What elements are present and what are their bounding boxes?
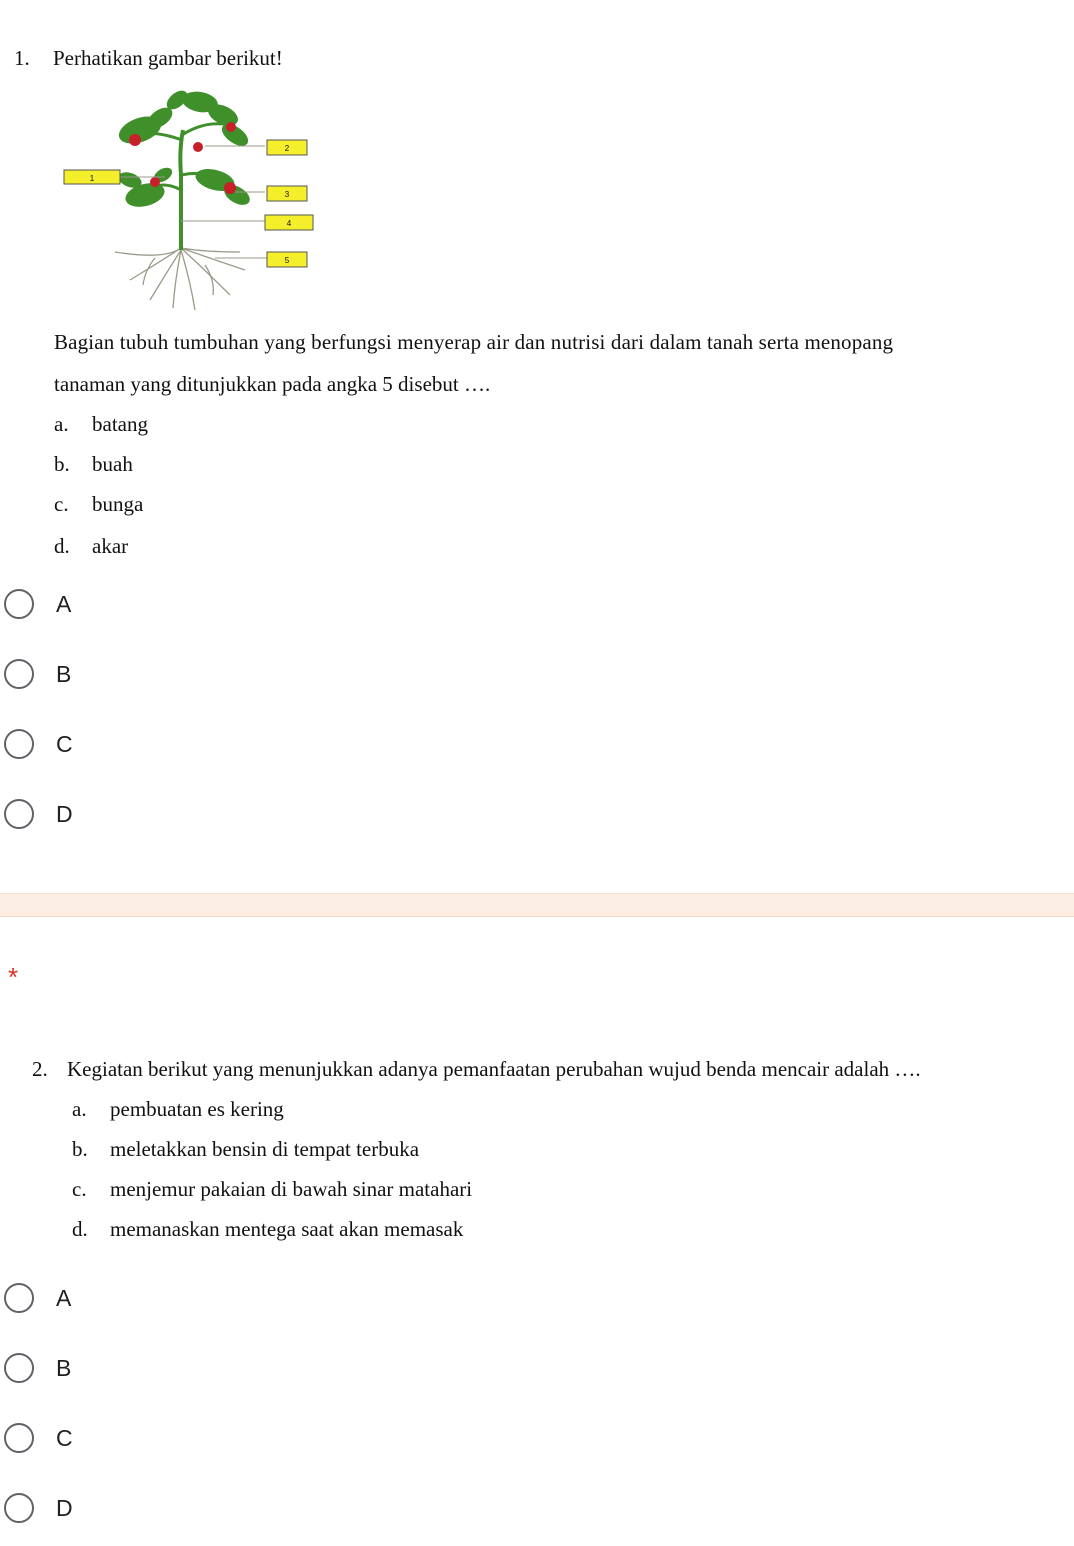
question-2-option-a <box>72 1097 284 1122</box>
diagram-label-4 <box>265 215 313 230</box>
question-1-choice-d[interactable] <box>4 796 73 832</box>
radio-button[interactable] <box>4 799 34 829</box>
choice-label: C <box>56 730 73 757</box>
question-1-option-b <box>54 452 133 477</box>
choice-label: A <box>56 1284 72 1311</box>
choice-label: B <box>56 1354 72 1381</box>
diagram-label-4-text: 4 <box>286 219 292 228</box>
option-letter: b. <box>72 1137 88 1161</box>
option-letter: d. <box>72 1217 88 1241</box>
option-text: batang <box>92 412 148 436</box>
question-2-option-b <box>72 1137 419 1162</box>
question-2-option-d <box>72 1217 463 1242</box>
choice-label: D <box>56 800 73 827</box>
radio-button[interactable] <box>4 659 34 689</box>
question-2-text: Kegiatan berikut yang menunjukkan adanya pemanfaatan perubahan wujud benda mencair adalah …. <box>67 1057 921 1081</box>
question-2-choice-b[interactable] <box>4 1350 71 1386</box>
option-text: bunga <box>92 492 144 516</box>
section-divider <box>0 893 1074 917</box>
option-text: akar <box>92 534 129 558</box>
question-1-prompt: Perhatikan gambar berikut! <box>53 46 283 70</box>
option-text: menjemur pakaian di bawah sinar matahari <box>110 1177 473 1201</box>
diagram-label-2 <box>267 140 307 155</box>
option-text: pembuatan es kering <box>110 1097 284 1121</box>
radio-button[interactable] <box>4 1493 34 1523</box>
question-1-text-line-2: tanaman yang ditunjukkan pada angka 5 disebut …. <box>54 372 491 396</box>
diagram-label-2-text: 2 <box>284 144 290 153</box>
diagram-label-1-text: 1 <box>89 174 95 183</box>
question-2-choice-c[interactable] <box>4 1420 73 1456</box>
question-2-number: 2. <box>32 1057 48 1081</box>
option-letter: a. <box>72 1097 87 1121</box>
option-letter: b. <box>54 452 70 476</box>
option-letter: c. <box>54 492 69 516</box>
question-1-option-d <box>54 534 128 559</box>
option-letter: d. <box>54 534 70 558</box>
question-1-choice-c[interactable] <box>4 726 73 762</box>
question-1-choice-a[interactable] <box>4 586 71 622</box>
option-letter: c. <box>72 1177 87 1201</box>
choice-label: B <box>56 660 72 687</box>
question-1-text-line-1: Bagian tubuh tumbuhan yang berfungsi menyerap air dan nutrisi dari dalam tanah serta menopang <box>54 330 894 354</box>
option-text: meletakkan bensin di tempat terbuka <box>110 1137 420 1161</box>
option-text: buah <box>92 452 133 476</box>
diagram-label-5 <box>267 252 307 267</box>
question-2-header <box>32 1057 921 1082</box>
option-text: memanaskan mentega saat akan memasak <box>110 1217 464 1241</box>
choice-label: A <box>56 590 72 617</box>
question-2-choice-a[interactable] <box>4 1280 71 1316</box>
radio-button[interactable] <box>4 1353 34 1383</box>
plant-diagram <box>55 80 325 315</box>
question-2-choice-d[interactable] <box>4 1490 73 1526</box>
question-1-header <box>14 46 283 71</box>
question-1-option-a <box>54 412 148 437</box>
diagram-label-1 <box>64 170 120 184</box>
option-letter: a. <box>54 412 69 436</box>
question-2-option-c <box>72 1177 472 1202</box>
diagram-label-3 <box>267 186 307 201</box>
question-1-choice-b[interactable] <box>4 656 71 692</box>
choice-label: C <box>56 1424 73 1451</box>
radio-button[interactable] <box>4 1423 34 1453</box>
radio-button[interactable] <box>4 1283 34 1313</box>
diagram-label-3-text: 3 <box>284 190 290 199</box>
choice-label: D <box>56 1494 73 1521</box>
diagram-label-5-text: 5 <box>284 256 290 265</box>
required-asterisk: * <box>8 962 19 992</box>
plant-roots <box>115 248 245 310</box>
radio-button[interactable] <box>4 729 34 759</box>
radio-button[interactable] <box>4 589 34 619</box>
question-1-number: 1. <box>14 46 30 70</box>
question-1-option-c <box>54 492 143 517</box>
